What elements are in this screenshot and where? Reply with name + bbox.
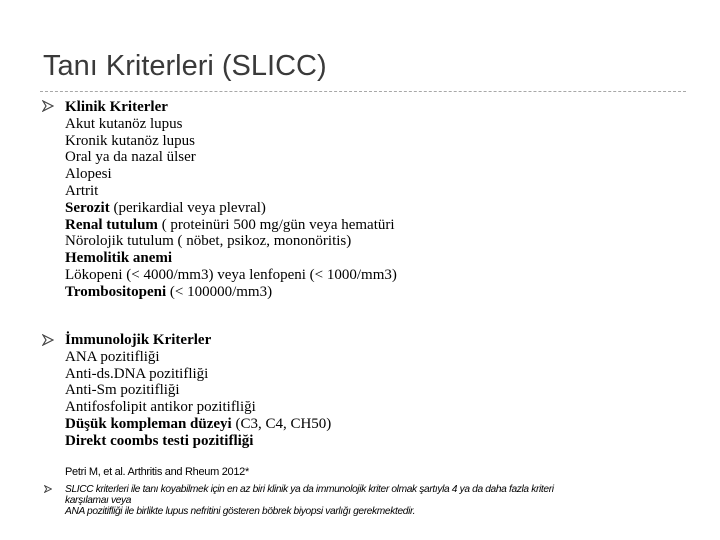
criterion-item [65,416,331,433]
immunologic-criteria-list [65,332,331,450]
criterion-emphasis: Renal tutulum [65,216,158,233]
criterion-text: Nörolojik tutulum ( nöbet, psikoz, mononöritis) [65,233,352,250]
criterion-item [65,284,397,301]
criterion-emphasis: Direkt coombs testi pozitifliği [65,432,254,449]
reference-citation: Petri M, et al. Arthritis and Rheum 2012* [65,466,249,478]
criterion-item [65,200,397,217]
criterion-text: Alopesi [65,166,112,183]
criterion-item [65,399,331,416]
criterion-emphasis: Serozit [65,199,110,216]
criterion-text: Akut kutanöz lupus [65,115,183,132]
criterion-item [65,183,397,200]
criterion-item [65,149,397,166]
footnote-line: karşılamaı veya [65,495,132,506]
arrowhead-right-icon [44,485,52,495]
criterion-text: Anti-Sm pozitifliği [65,382,180,399]
criterion-item [65,433,331,450]
footnote-line: SLICC kriterleri ile tanı koyabilmek için en az biri klinik ya da immunolojik kriter olmak şartıyla 4 ya da daha fazla kriteri [65,484,554,495]
arrowhead-right-icon [42,100,55,113]
criterion-text: Anti-ds.DNA pozitifliği [65,365,209,382]
criterion-item [65,267,397,284]
criterion-text: (perikardial veya plevral) [109,199,266,216]
criterion-item [65,382,331,399]
criterion-text: Kronik kutanöz lupus [65,132,195,149]
clinical-criteria-list [65,99,397,301]
criterion-text: Lökopeni (< 4000/mm3) veya lenfopeni (< 1000/mm3) [65,266,397,283]
criteria-footnote [65,484,665,517]
criterion-text: (C3, C4, CH50) [231,415,332,432]
criterion-item [65,233,397,250]
criterion-item [65,166,397,183]
criterion-text: ANA pozitifliği [65,348,160,365]
title-divider [40,91,686,92]
footnote-line: ANA pozitifliği ile birlikte lupus nefritini gösteren böbrek biyopsi varlığı gerekmektedir. [65,506,416,517]
criterion-emphasis: Trombositopeni [65,283,167,300]
criterion-text: (< 100000/mm3) [166,283,273,300]
criterion-emphasis: Düşük kompleman düzeyi [65,415,232,432]
criterion-text: ( proteinüri 500 mg/gün veya hematüri [157,216,395,233]
criterion-item [65,366,331,383]
criterion-emphasis: Hemolitik anemi [65,250,173,267]
arrowhead-right-icon [42,334,55,347]
criterion-text: Antifosfolipit antikor pozitifliği [65,399,256,416]
page-title: Tanı Kriterleri (SLICC) [43,50,327,82]
immunologic-criteria-heading: İmmunolojik Kriterler [65,332,212,348]
criterion-item [65,349,331,366]
clinical-criteria-heading: Klinik Kriterler [65,99,168,115]
criterion-item [65,133,397,150]
criterion-item [65,250,397,267]
criterion-text: Oral ya da nazal ülser [65,149,196,166]
criterion-text: Artrit [65,182,99,199]
criterion-item [65,116,397,133]
criterion-item [65,217,397,234]
